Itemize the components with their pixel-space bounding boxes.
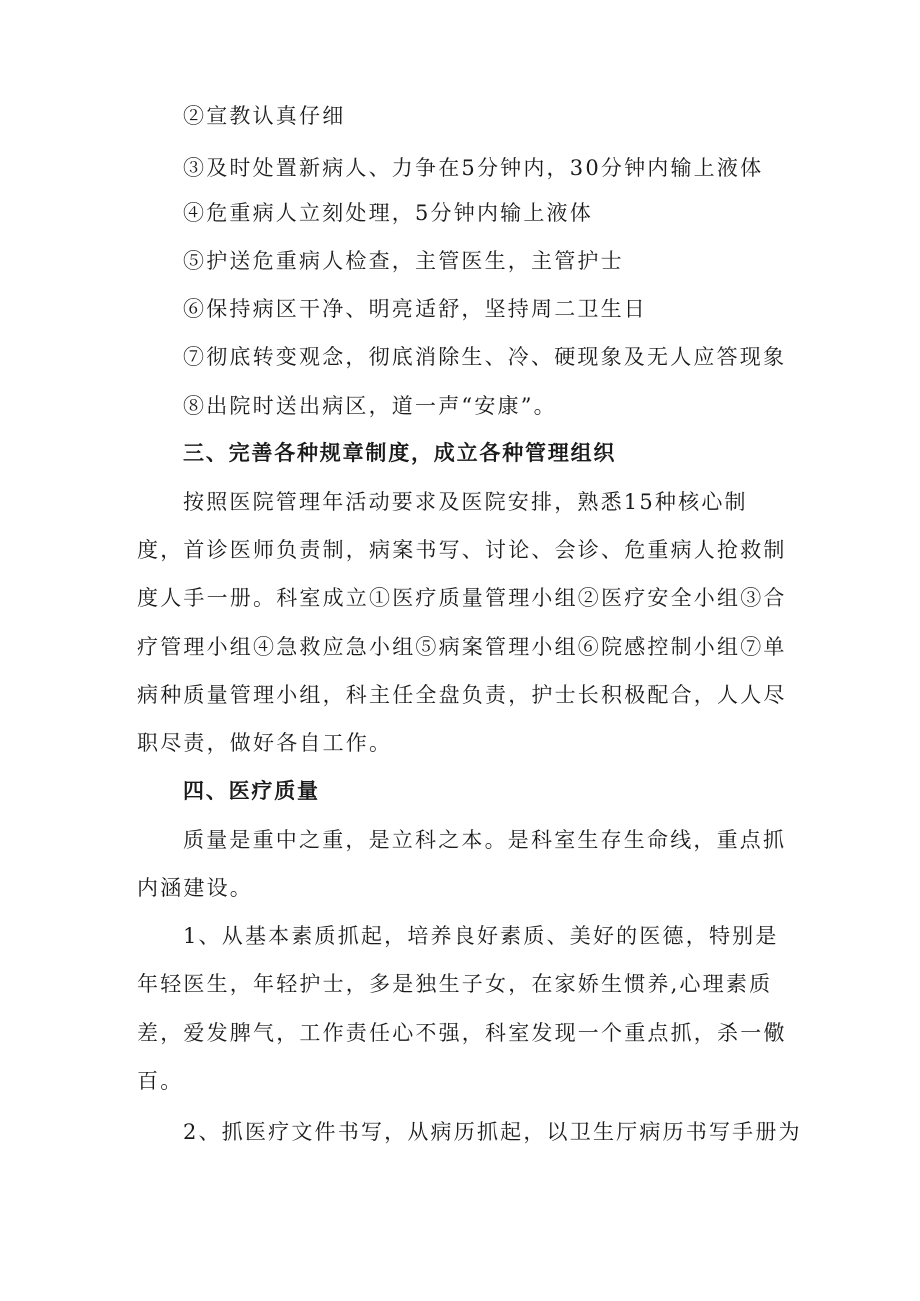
- section-heading-3: 三、完善各种规章制度，成立各种管理组织: [183, 440, 617, 465]
- paragraph-line: 度，首诊医师负责制，病案书写、讨论、会诊、危重病人抢救制: [137, 538, 787, 562]
- paragraph-line: 内涵建设。: [137, 876, 253, 900]
- section-heading-4: 四、医疗质量: [183, 778, 320, 803]
- paragraph-line: 质量是重中之重，是立科之本。是科室生存生命线，重点抓: [183, 828, 787, 852]
- paragraph-line: 1、从基本素质抓起，培养良好素质、美好的医德，特别是: [183, 924, 779, 948]
- list-item-4: ④危重病人立刻处理，5分钟内输上液体: [183, 201, 593, 225]
- paragraph-line: 年轻医生，年轻护士，多是独生子女，在家娇生惯养,心理素质: [137, 972, 773, 996]
- list-item-2: ②宣教认真仔细: [183, 104, 346, 128]
- paragraph-line: 2、抓医疗文件书写，从病历抓起，以卫生厅病历书写手册为: [183, 1120, 802, 1144]
- list-item-7: ⑦彻底转变观念，彻底消除生、冷、硬现象及无人应答现象: [183, 345, 787, 369]
- list-item-8: ⑧出院时送出病区，道一声“安康”。: [183, 394, 557, 418]
- list-item-6: ⑥保持病区干净、明亮适舒，坚持周二卫生日: [183, 297, 647, 321]
- paragraph-line: 度人手一册。科室成立①医疗质量管理小组②医疗安全小组③合: [137, 586, 787, 610]
- paragraph-line: 差，爱发脾气，工作责任心不强，科室发现一个重点抓，杀一儆: [137, 1021, 787, 1045]
- paragraph-line: 百。: [137, 1069, 184, 1093]
- list-item-3: ③及时处置新病人、力争在5分钟内，30分钟内输上液体: [183, 156, 764, 180]
- paragraph-line: 疗管理小组④急救应急小组⑤病案管理小组⑥院感控制小组⑦单: [137, 635, 787, 659]
- paragraph-line: 病种质量管理小组，科主任全盘负责，护士长积极配合，人人尽: [137, 683, 787, 707]
- paragraph-line: 按照医院管理年活动要求及医院安排，熟悉15种核心制: [183, 490, 748, 514]
- list-item-5: ⑤护送危重病人检查，主管医生，主管护士: [183, 249, 624, 273]
- paragraph-line: 职尽责，做好各自工作。: [137, 731, 393, 755]
